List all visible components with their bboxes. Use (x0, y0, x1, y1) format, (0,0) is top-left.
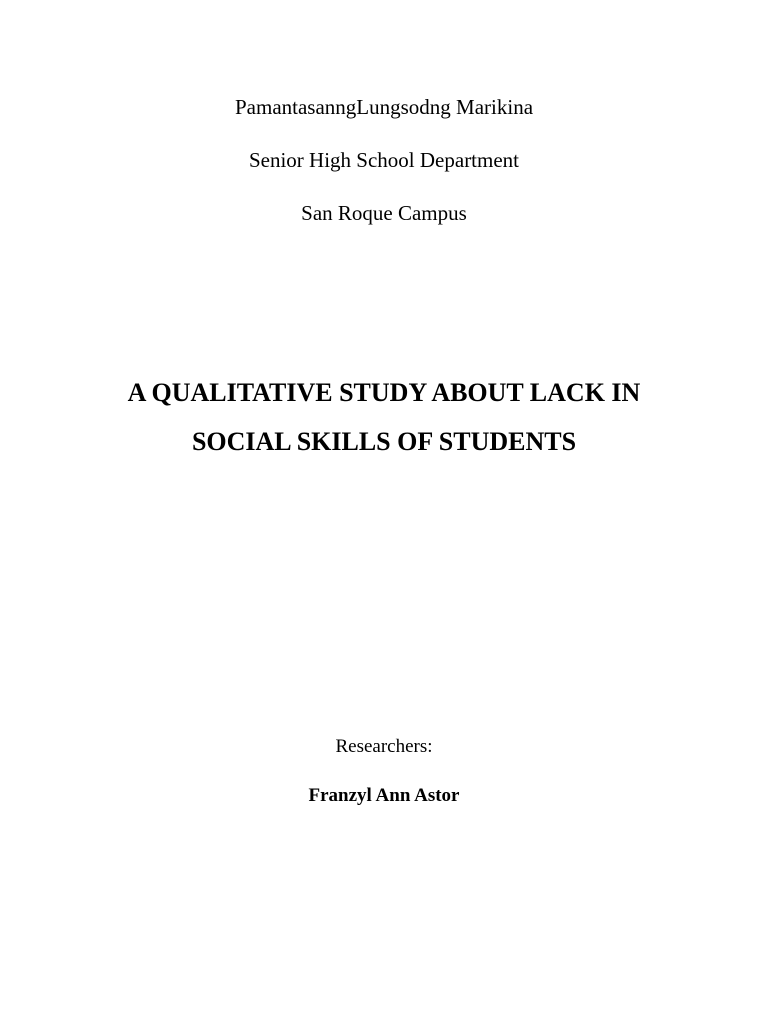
study-title-line-1: A QUALITATIVE STUDY ABOUT LACK IN (127, 378, 641, 407)
campus-name: San Roque Campus (301, 201, 467, 225)
study-title-line-2: SOCIAL SKILLS OF STUDENTS (191, 427, 577, 456)
institution-name: PamantasanngLungsodng Marikina (234, 95, 534, 119)
researchers-label: Researchers: (335, 736, 433, 757)
department-name: Senior High School Department (248, 148, 520, 172)
researcher-name: Franzyl Ann Astor (308, 785, 460, 806)
